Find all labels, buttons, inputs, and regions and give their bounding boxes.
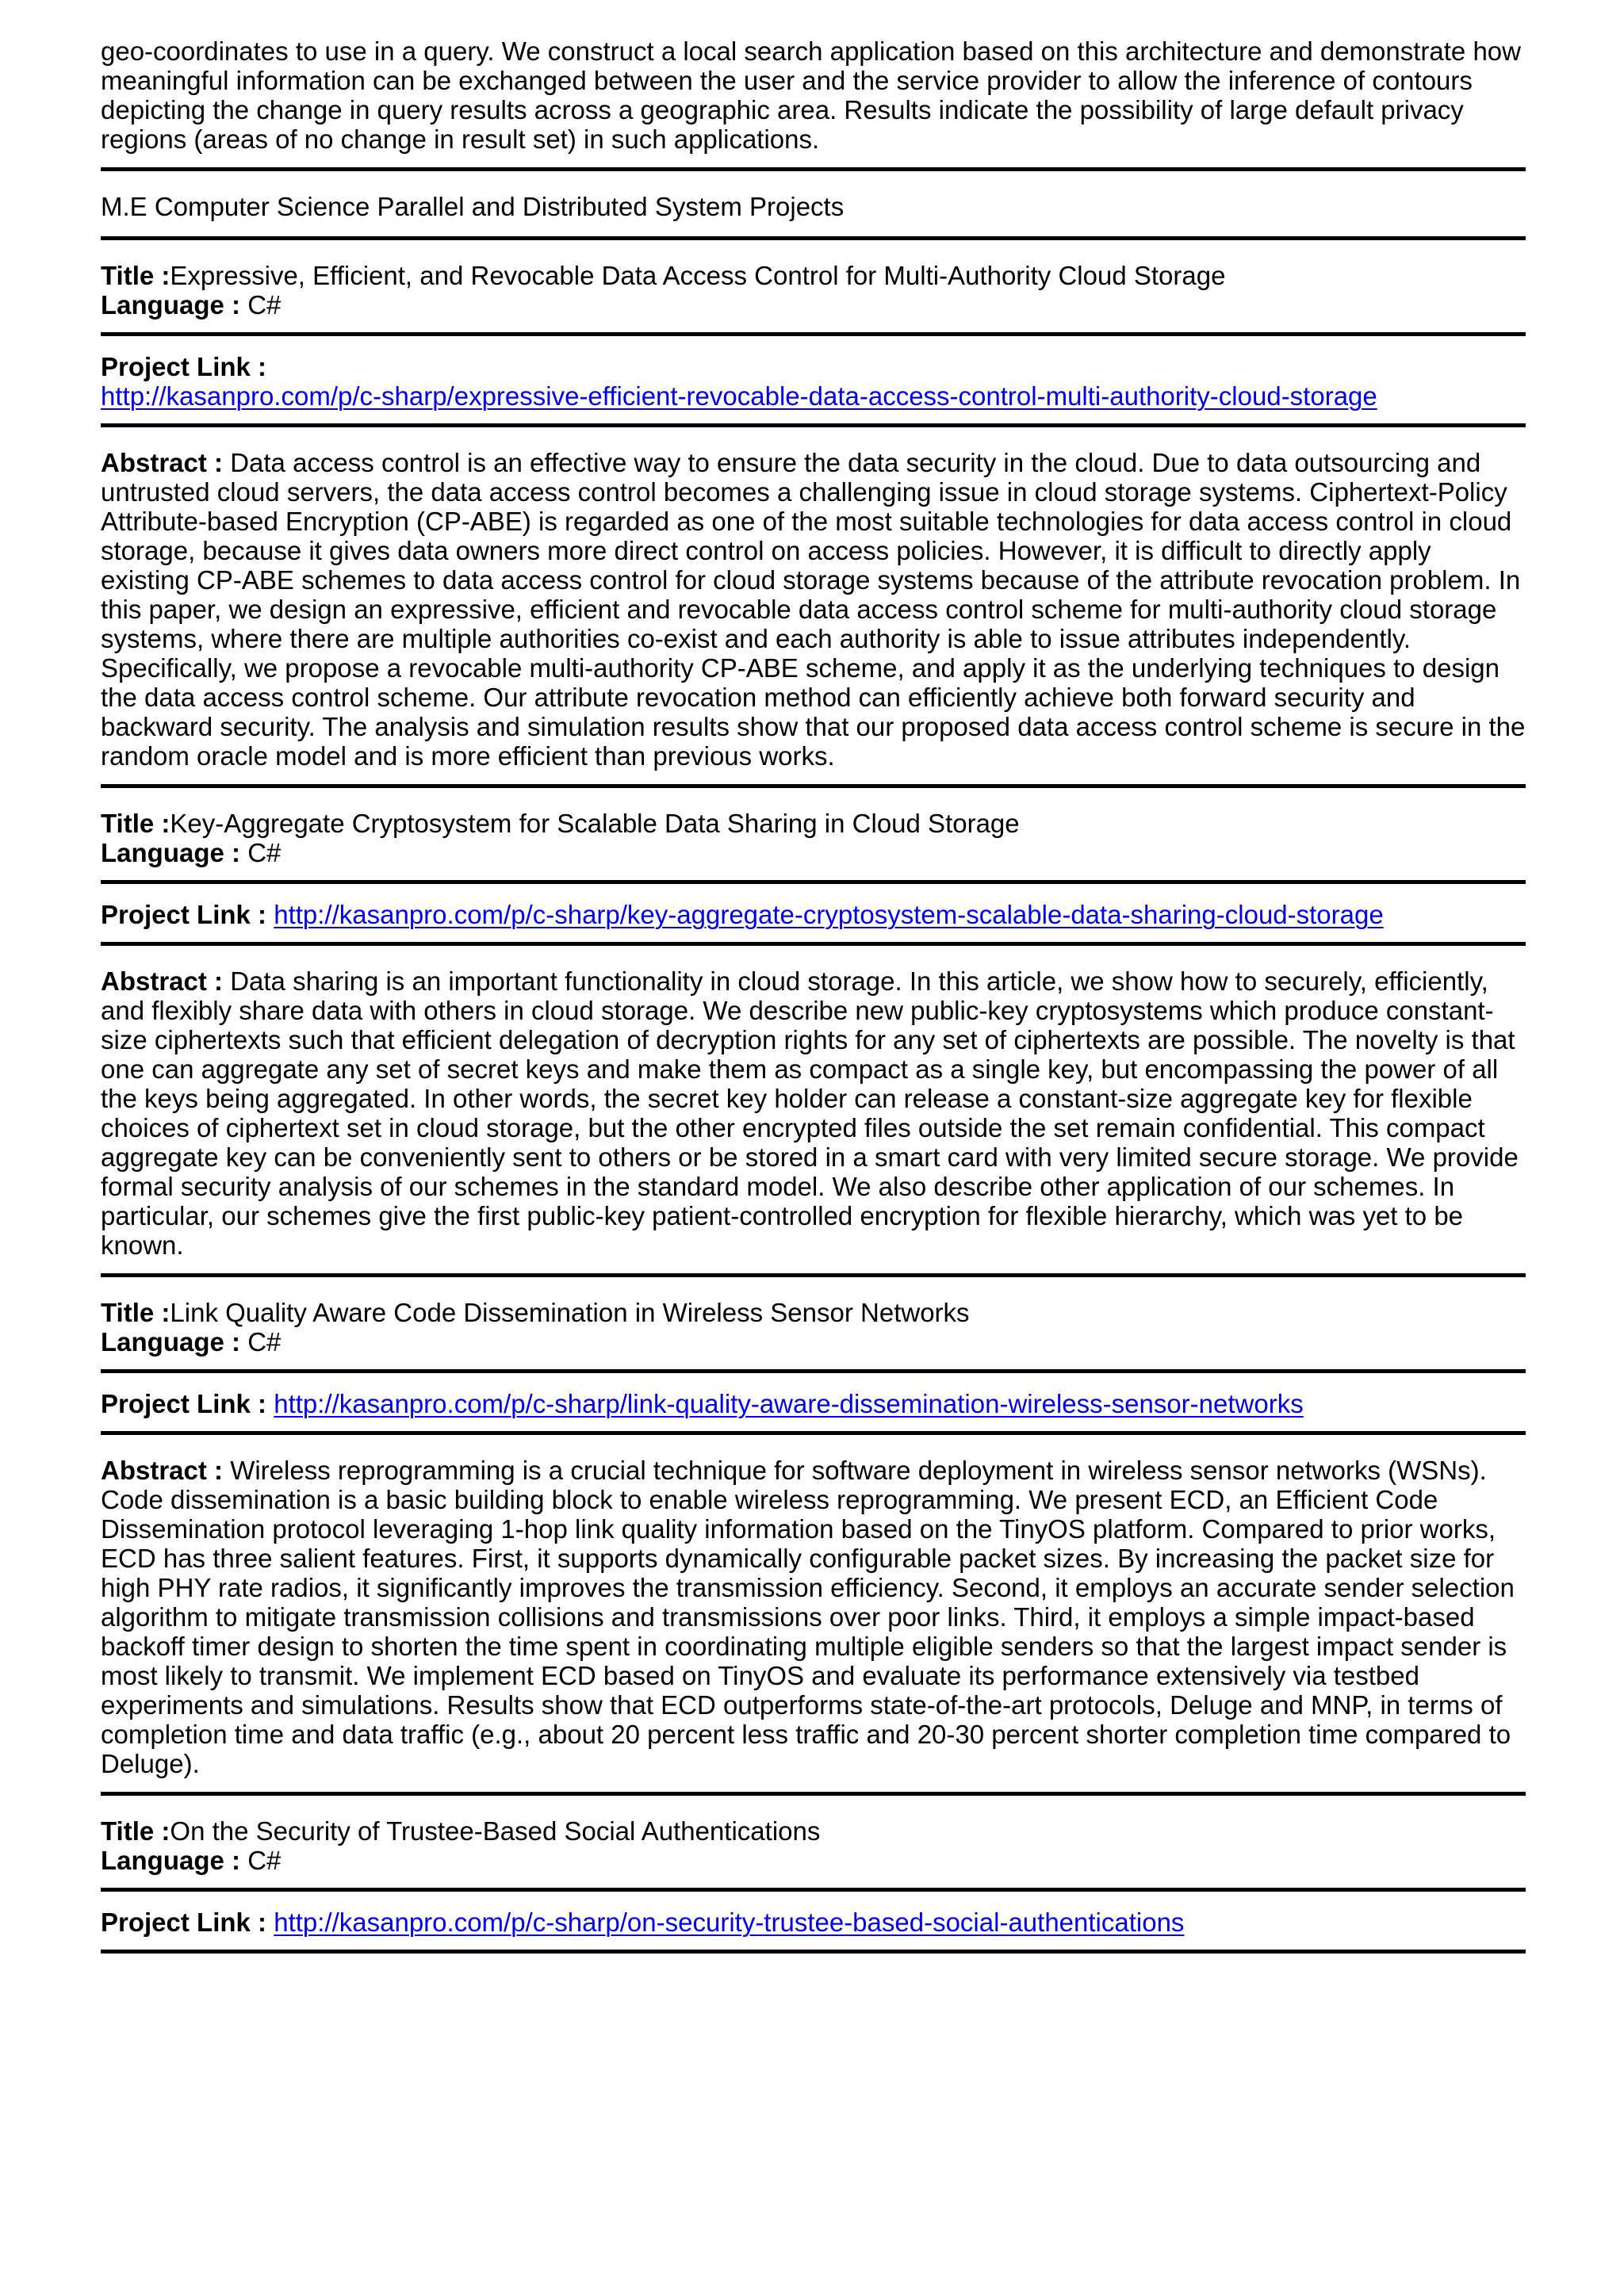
project-title: Key-Aggregate Cryptosystem for Scalable Data Sharing in Cloud Storage xyxy=(170,809,1020,838)
project-entry xyxy=(101,261,1526,788)
project-link-line xyxy=(101,352,1526,411)
project-abstract xyxy=(101,448,1526,771)
project-link-line xyxy=(101,1389,1526,1418)
project-title: Link Quality Aware Code Dissemination in Wireless Sensor Networks xyxy=(170,1298,970,1327)
project-link-label: Project Link : xyxy=(101,900,267,929)
project-title-line xyxy=(101,809,1526,838)
project-language: C# xyxy=(247,1846,282,1875)
project-entry xyxy=(101,809,1526,1277)
document-page xyxy=(101,36,1526,1954)
language-label: Language : xyxy=(101,1327,241,1357)
project-abstract xyxy=(101,1456,1526,1778)
abstract-label: Abstract : xyxy=(101,1456,224,1485)
abstract-label: Abstract : xyxy=(101,966,224,996)
project-link-label: Project Link : xyxy=(101,1908,267,1937)
project-link-line xyxy=(101,900,1526,929)
project-link-label: Project Link : xyxy=(101,1389,267,1418)
project-language-line xyxy=(101,1846,1526,1875)
project-entry xyxy=(101,1816,1526,1954)
intro-paragraph: geo-coordinates to use in a query. We construct a local search application based on this architecture and demonstrate how meaningful information can be exchanged between the user and the service provider to allow the inference of contours depicting the change in query results across a geographic area. Results indicate the possibility of large default privacy regions (areas of no change in result set) in such applications. xyxy=(101,36,1521,154)
project-language-line xyxy=(101,1327,1526,1357)
title-label: Title : xyxy=(101,261,170,290)
language-label: Language : xyxy=(101,1846,241,1875)
project-language: C# xyxy=(247,1327,282,1357)
divider xyxy=(101,1950,1526,1954)
title-label: Title : xyxy=(101,1816,170,1846)
abstract-text: Data access control is an effective way to ensure the data security in the cloud. Due to data outsourcing and untrusted cloud servers, the data access control becomes a challenging issue in cloud storage systems. Ciphertext-Policy Attribute-based Encryption (CP-ABE) is regarded as one of the most suitable technologies for data access control in cloud storage, because it gives data owners more direct control on access policies. However, it is difficult to directly apply existing CP-ABE schemes to data access control for cloud storage systems because of the attribute revocation problem. In this paper, we design an expressive, efficient and revocable data access control scheme for multi-authority cloud storage systems, where there are multiple authorities co-exist and each authority is able to issue attributes independently. Specifically, we propose a revocable multi-authority CP-ABE scheme, and apply it as the underlying techniques to design the data access control scheme. Our attribute revocation method can efficiently achieve both forward security and backward security. The analysis and simulation results show that our proposed data access control scheme is secure in the random oracle model and is more efficient than previous works. xyxy=(101,448,1526,771)
project-language: C# xyxy=(247,838,282,867)
project-language-line xyxy=(101,290,1526,320)
project-language-line xyxy=(101,838,1526,867)
project-title: Expressive, Efficient, and Revocable Data Access Control for Multi-Authority Cloud Storage xyxy=(170,261,1226,290)
project-title-line xyxy=(101,261,1526,290)
project-link[interactable]: http://kasanpro.com/p/c-sharp/on-security-trustee-based-social-authentications xyxy=(274,1908,1185,1937)
project-link[interactable]: http://kasanpro.com/p/c-sharp/link-quality-aware-dissemination-wireless-sensor-networks xyxy=(274,1389,1304,1418)
language-label: Language : xyxy=(101,290,241,320)
project-link-label: Project Link : xyxy=(101,352,267,381)
title-label: Title : xyxy=(101,809,170,838)
section-heading: M.E Computer Science Parallel and Distributed System Projects xyxy=(101,192,845,221)
project-abstract xyxy=(101,966,1526,1260)
project-title-line xyxy=(101,1298,1526,1327)
project-title: On the Security of Trustee-Based Social Authentications xyxy=(170,1816,821,1846)
project-entry xyxy=(101,1298,1526,1796)
title-label: Title : xyxy=(101,1298,170,1327)
project-language: C# xyxy=(247,290,282,320)
abstract-text: Data sharing is an important functionality in cloud storage. In this article, we show how to securely, efficiently, and flexibly share data with others in cloud storage. We describe new public-key cryptosystems which produce constant-size ciphertexts such that efficient delegation of decryption rights for any set of ciphertexts are possible. The novelty is that one can aggregate any set of secret keys and make them as compact as a single key, but encompassing the power of all the keys being aggregated. In other words, the secret key holder can release a constant-size aggregate key for flexible choices of ciphertext set in cloud storage, but the other encrypted files outside the set remain confidential. This compact aggregate key can be conveniently sent to others or be stored in a smart card with very limited secure storage. We provide formal security analysis of our schemes in the standard model. We also describe other application of our schemes. In particular, our schemes give the first public-key patient-controlled encryption for flexible hierarchy, which was yet to be known. xyxy=(101,966,1519,1260)
project-link[interactable]: http://kasanpro.com/p/c-sharp/expressive-efficient-revocable-data-access-control-multi-authority-cloud-storage xyxy=(101,381,1377,411)
abstract-label: Abstract : xyxy=(101,448,224,477)
project-title-line xyxy=(101,1816,1526,1846)
abstract-text: Wireless reprogramming is a crucial technique for software deployment in wireless sensor networks (WSNs). Code dissemination is a basic building block to enable wireless reprogramming. We present ECD, an Efficient Code Dissemination protocol leveraging 1-hop link quality information based on the TinyOS platform. Compared to prior works, ECD has three salient features. First, it supports dynamically configurable packet sizes. By increasing the packet size for high PHY rate radios, it significantly improves the transmission efficiency. Second, it employs an accurate sender selection algorithm to mitigate transmission collisions and transmissions over poor links. Third, it employs a simple impact-based backoff timer design to shorten the time spent in coordinating multiple eligible senders so that the largest impact sender is most likely to transmit. We implement ECD based on TinyOS and evaluate its performance extensively via testbed experiments and simulations. Results show that ECD outperforms state-of-the-art protocols, Deluge and MNP, in terms of completion time and data traffic (e.g., about 20 percent less traffic and 20-30 percent shorter completion time compared to Deluge). xyxy=(101,1456,1515,1778)
project-link-line xyxy=(101,1908,1526,1937)
project-link[interactable]: http://kasanpro.com/p/c-sharp/key-aggregate-cryptosystem-scalable-data-sharing-cloud-storage xyxy=(274,900,1384,929)
language-label: Language : xyxy=(101,838,241,867)
